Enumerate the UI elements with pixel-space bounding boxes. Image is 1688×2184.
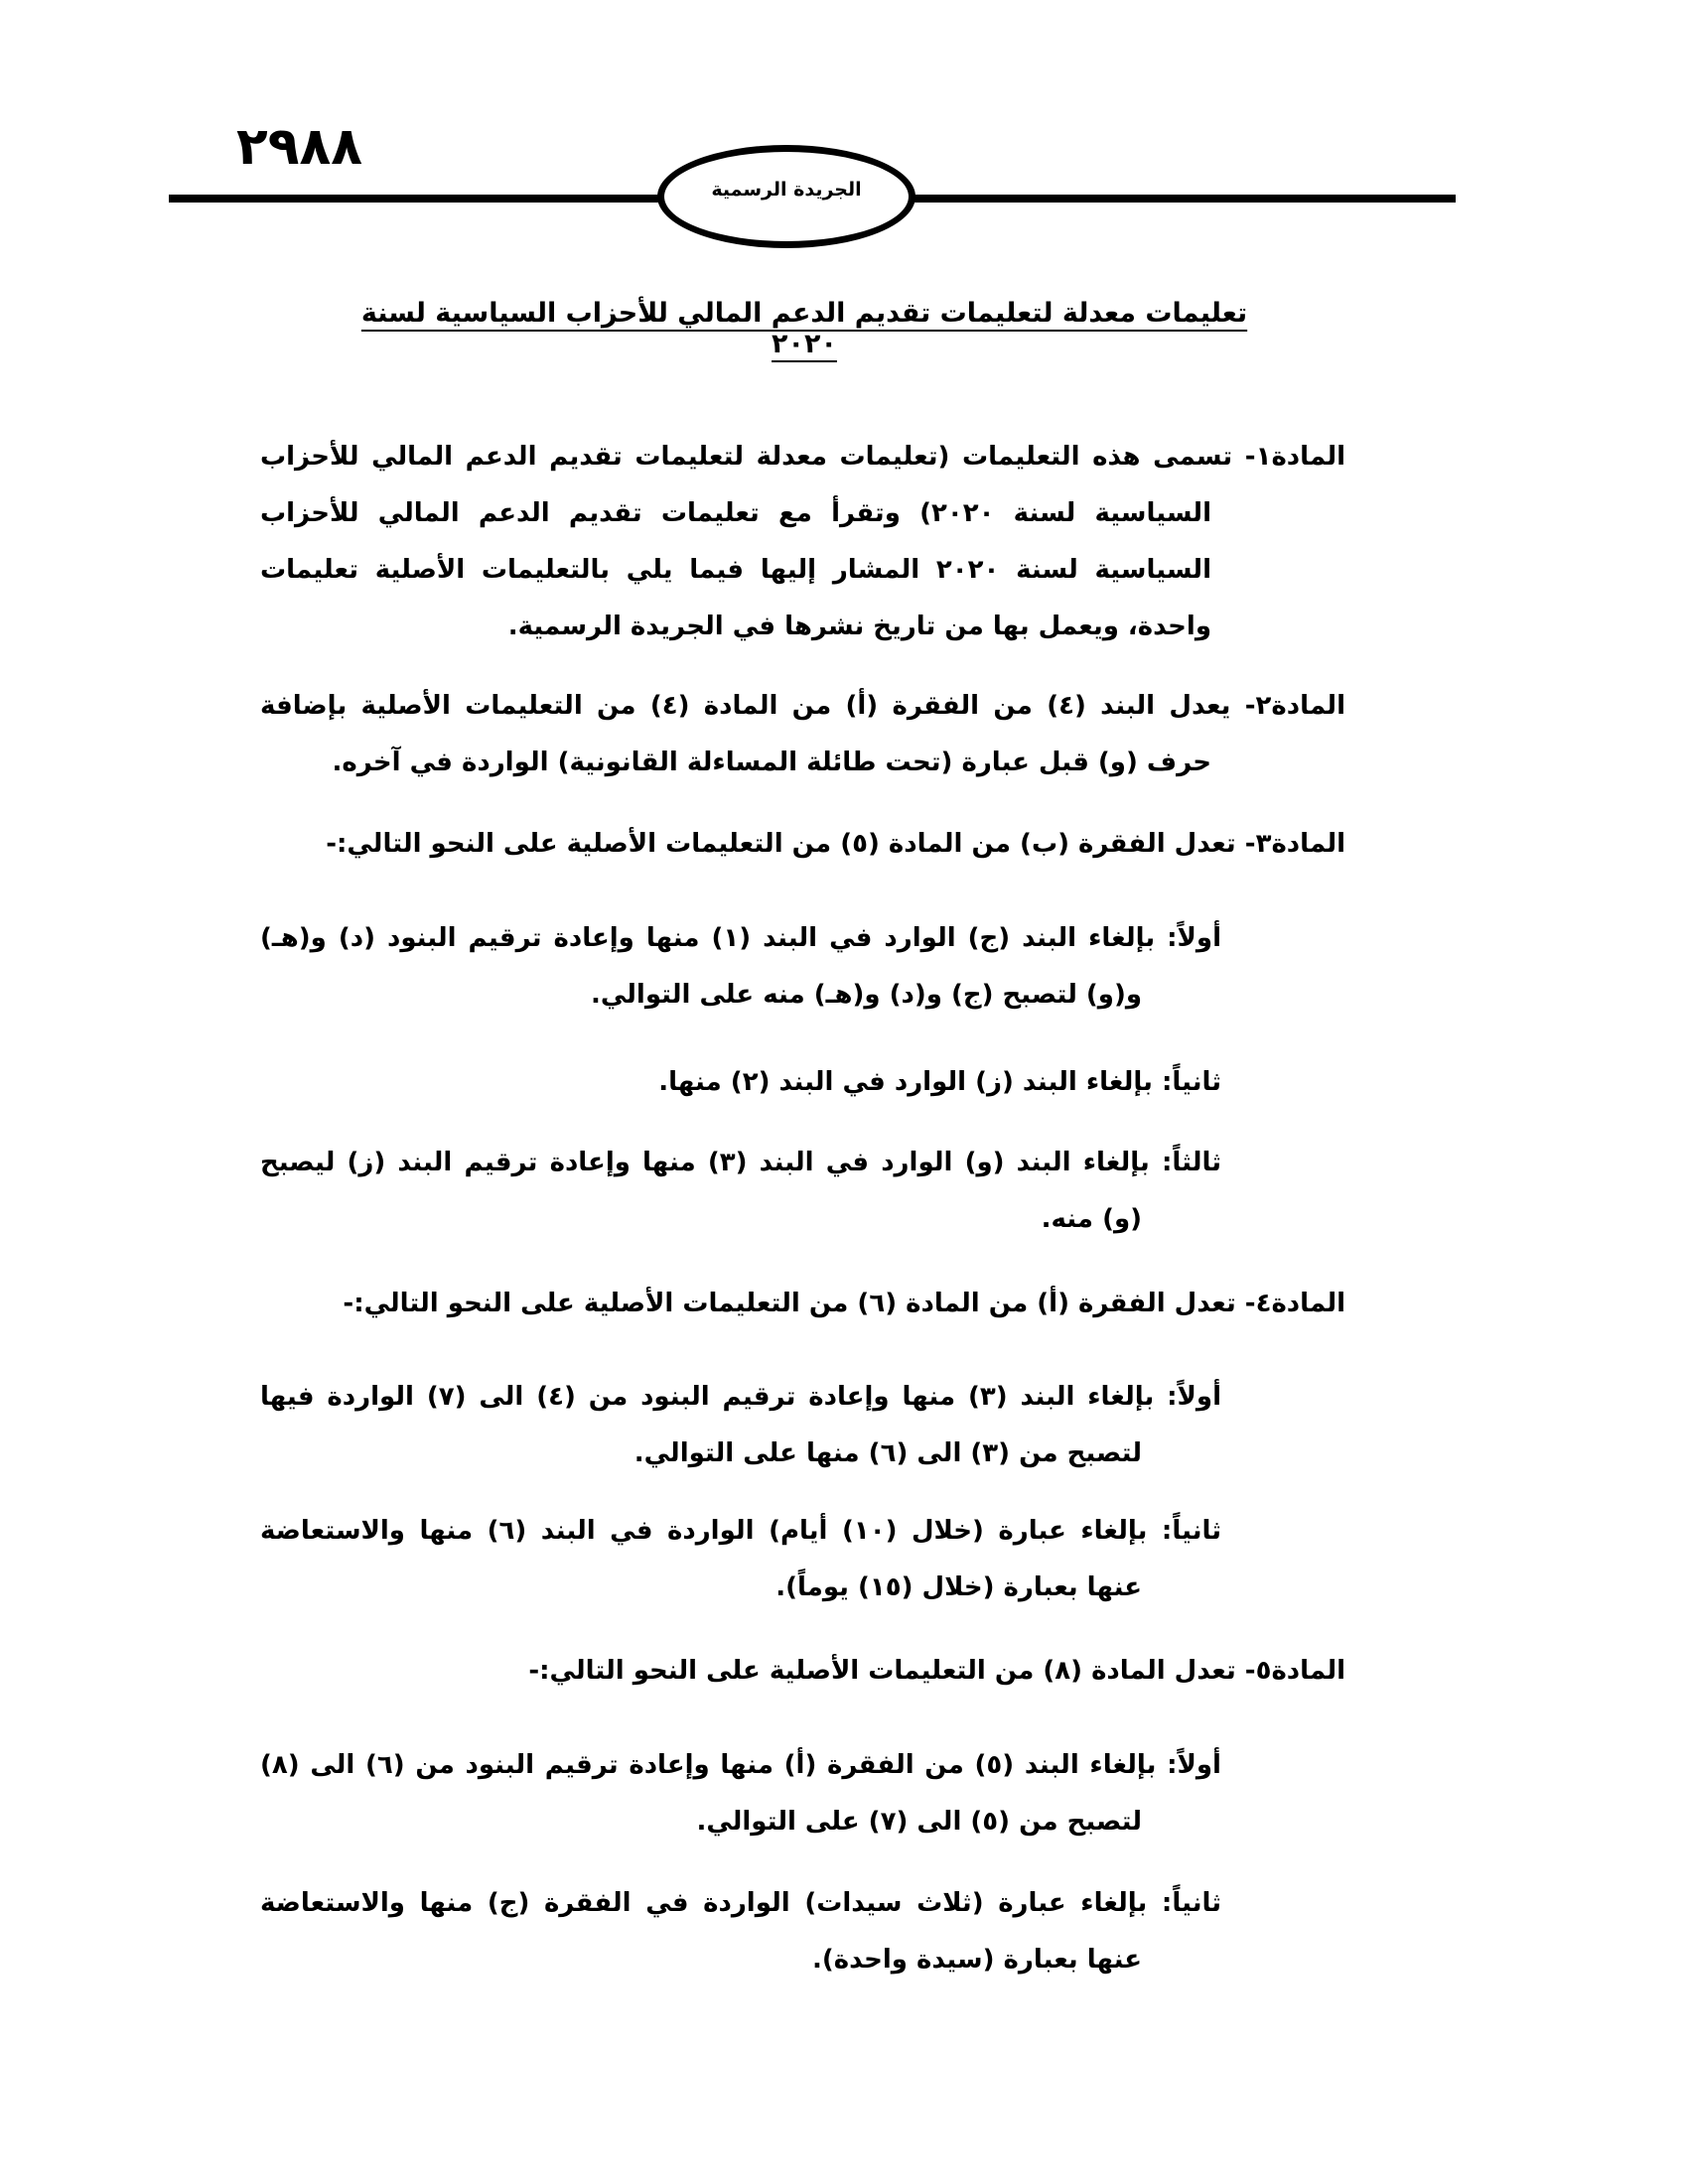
- page-number: ٢٩٨٨: [236, 117, 362, 177]
- article-3: [260, 816, 1345, 873]
- item-label: ثانياً:: [1161, 1888, 1221, 1918]
- item-text: بإلغاء البند (و) الوارد في البند (٣) منها وإعادة ترقيم البند (ز) ليصبح (و) منه.: [260, 1148, 1150, 1234]
- article-label: المادة١-: [1244, 442, 1345, 472]
- article-text: تعدل الفقرة (أ) من المادة (٦) من التعليمات الأصلية على النحو التالي:-: [343, 1289, 1236, 1318]
- item-label: أولاً:: [1167, 923, 1221, 953]
- article-5-item-2: [260, 1875, 1221, 1988]
- article-text: يعدل البند (٤) من الفقرة (أ) من المادة (٤) من التعليمات الأصلية بإضافة حرف (و) قبل عبارة (تحت طائلة المساءلة القانونية) الواردة في آخره.: [260, 691, 1231, 777]
- article-label: المادة٤-: [1244, 1289, 1345, 1318]
- article-label: المادة٣-: [1244, 829, 1345, 859]
- item-text: بإلغاء عبارة (خلال (١٠) أيام) الواردة في البند (٦) منها والاستعاضة عنها بعبارة (خلال (١٥) يوماً).: [260, 1516, 1148, 1602]
- item-label: ثالثاً:: [1161, 1148, 1221, 1177]
- article-4-item-1: [260, 1369, 1221, 1482]
- article-text: تسمى هذه التعليمات (تعليمات معدلة لتعليمات تقديم الدعم المالي للأحزاب السياسية لسنة ٢٠٢٠) وتقرأ مع تعليمات تقديم الدعم المالي للأحزاب السياسية لسنة ٢٠٢٠ المشار إليها فيما يلي بالتعليمات الأصلية تعليمات واحدة، ويعمل بها من تاريخ نشرها في الجريدة الرسمية.: [260, 442, 1233, 641]
- article-4-item-2: [260, 1503, 1221, 1616]
- document-title: تعليمات معدلة لتعليمات تقديم الدعم المالي للأحزاب السياسية لسنة ٢٠٢٠: [360, 298, 1248, 359]
- article-text: تعدل الفقرة (ب) من المادة (٥) من التعليمات الأصلية على النحو التالي:-: [326, 829, 1236, 859]
- gazette-name: الجريدة الرسمية: [711, 179, 862, 201]
- item-text: بإلغاء البند (٥) من الفقرة (أ) منها وإعادة ترقيم البنود من (٦) الى (٨) لتصبح من (٥) الى (٧) على التوالي.: [260, 1750, 1157, 1837]
- item-text: بإلغاء البند (ز) الوارد في البند (٢) منها.: [658, 1067, 1153, 1097]
- article-4: [260, 1276, 1345, 1332]
- article-3-item-2: [260, 1054, 1221, 1111]
- article-3-item-1: [260, 910, 1221, 1024]
- article-2: [260, 678, 1345, 791]
- item-label: أولاً:: [1167, 1382, 1221, 1412]
- item-label: ثانياً:: [1161, 1067, 1221, 1097]
- article-5: [260, 1643, 1345, 1700]
- article-1: [260, 429, 1345, 655]
- gazette-emblem: [657, 145, 915, 248]
- article-text: تعدل المادة (٨) من التعليمات الأصلية على النحو التالي:-: [528, 1656, 1236, 1686]
- article-label: المادة٥-: [1244, 1656, 1345, 1686]
- item-text: بإلغاء البند (٣) منها وإعادة ترقيم البنود من (٤) الى (٧) الواردة فيها لتصبح من (٣) الى (٦) منها على التوالي.: [260, 1382, 1155, 1468]
- item-text: بإلغاء عبارة (ثلاث سيدات) الواردة في الفقرة (ج) منها والاستعاضة عنها بعبارة (سيدة واحدة).: [260, 1888, 1148, 1975]
- article-label: المادة٢-: [1244, 691, 1345, 721]
- item-text: بإلغاء البند (ج) الوارد في البند (١) منها وإعادة ترقيم البنود (د) و(هـ) و(و) لتصبح (ج) و(د) و(هـ) منه على التوالي.: [260, 923, 1156, 1010]
- item-label: ثانياً:: [1161, 1516, 1221, 1546]
- article-3-item-3: [260, 1135, 1221, 1248]
- item-label: أولاً:: [1167, 1750, 1221, 1780]
- article-5-item-1: [260, 1737, 1221, 1850]
